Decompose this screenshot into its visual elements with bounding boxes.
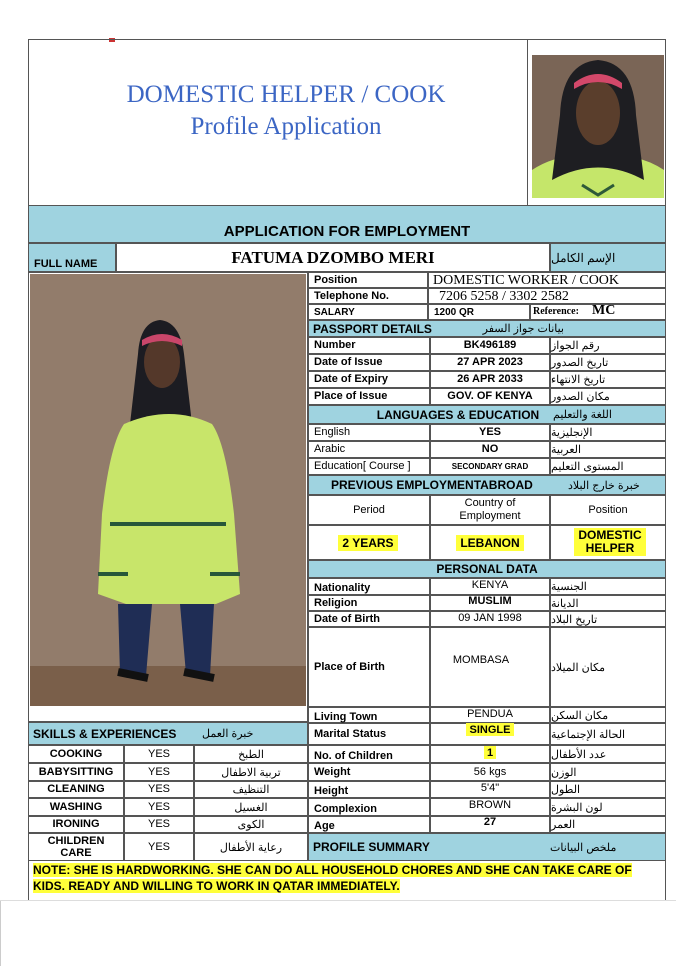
children-label: No. of Children — [308, 745, 430, 763]
skill-babysitting-label: BABYSITTING — [28, 763, 124, 781]
expiry-date-label: Date of Expiry — [308, 371, 430, 388]
salary-label: SALARY — [308, 304, 428, 320]
col-period: Period — [308, 495, 430, 525]
skill-childcare-value: YES — [124, 833, 194, 861]
skill-childcare-label-ar: رعاية الأطفال — [194, 833, 308, 861]
prev-employment-heading-ar: خبرة خارج البلاد — [568, 479, 640, 492]
height-label-ar: الطول — [550, 781, 666, 798]
english-label-ar: الإنجليزية — [550, 424, 666, 441]
full-name-label: FULL NAME — [28, 243, 116, 272]
age-value: 27 — [430, 816, 550, 833]
complexion-label-ar: لون البشرة — [550, 798, 666, 816]
complexion-value: BROWN — [430, 798, 550, 816]
skills-heading-ar: خبرة العمل — [202, 728, 254, 740]
education-label: Education[ Course ] — [308, 458, 430, 475]
nationality-label-ar: الجنسية — [550, 578, 666, 595]
age-label: Age — [308, 816, 430, 833]
header-subtitle: Profile Application — [190, 113, 382, 140]
issue-date-label-ar: تاريخ الصدور — [550, 354, 666, 371]
left-edge-line — [0, 900, 1, 966]
arabic-label-ar: العربية — [550, 441, 666, 458]
note-text — [33, 862, 667, 896]
marital-label-ar: الحالة الإجتماعية — [550, 723, 666, 745]
skills-heading: SKILLS & EXPERIENCES — [33, 726, 177, 741]
position-label: Position — [308, 272, 428, 288]
place-of-issue-label-ar: مكان الصدور — [550, 388, 666, 405]
issue-date-value: 27 APR 2023 — [430, 354, 550, 371]
complexion-label: Complexion — [308, 798, 430, 816]
expiry-date-label-ar: تاريخ الانتهاء — [550, 371, 666, 388]
place-of-issue-label: Place of Issue — [308, 388, 430, 405]
living-town-value: PENDUA — [430, 707, 550, 723]
religion-label: Religion — [308, 595, 430, 611]
arabic-value: NO — [430, 441, 550, 458]
skill-cooking-value: YES — [124, 745, 194, 763]
skill-ironing-label-ar: الكوى — [194, 816, 308, 833]
skill-cleaning-label: CLEANING — [28, 781, 124, 798]
passport-heading-ar: بيانات جواز السفر — [482, 323, 564, 335]
skill-washing-label: WASHING — [28, 798, 124, 816]
prev-employment-heading: PREVIOUS EMPLOYMENTABROAD — [331, 478, 533, 492]
skill-cooking-label-ar: الطبخ — [194, 745, 308, 763]
nationality-label: Nationality — [308, 578, 430, 595]
arabic-label: Arabic — [308, 441, 430, 458]
weight-value: 56 kgs — [430, 763, 550, 781]
reference-value: MC — [592, 303, 616, 318]
religion-label-ar: الديانة — [550, 595, 666, 611]
education-value: SECONDARY GRAD — [430, 458, 550, 475]
dob-label-ar: تاريخ البلاد — [550, 611, 666, 627]
height-label: Height — [308, 781, 430, 798]
full-name-label-ar: الإسم الكامل — [550, 243, 666, 272]
profile-summary-heading-ar: ملخص البيانات — [550, 841, 617, 854]
living-town-label-ar: مكان السكن — [550, 707, 666, 723]
education-label-ar: المستوى التعليم — [550, 458, 666, 475]
col-country: Country of Employment — [430, 495, 550, 525]
marital-label: Marital Status — [308, 723, 430, 745]
passport-number-label-ar: رقم الجواز — [550, 337, 666, 354]
weight-label-ar: الوزن — [550, 763, 666, 781]
living-town-label: Living Town — [308, 707, 430, 723]
age-label-ar: العمر — [550, 816, 666, 833]
pob-label-ar: مكان الميلاد — [550, 627, 666, 707]
expiry-date-value: 26 APR 2033 — [430, 371, 550, 388]
place-of-issue-value: GOV. OF KENYA — [430, 388, 550, 405]
col-position: Position — [550, 495, 666, 525]
dob-value: 09 JAN 1998 — [430, 611, 550, 627]
skill-babysitting-label-ar: تربية الاطفال — [194, 763, 308, 781]
period-value: 2 YEARS — [338, 535, 398, 551]
dob-label: Date of Birth — [308, 611, 430, 627]
height-value: 5'4" — [430, 781, 550, 798]
skill-washing-label-ar: الغسيل — [194, 798, 308, 816]
english-value: YES — [430, 424, 550, 441]
children-value: 1 — [484, 746, 496, 759]
issue-date-label: Date of Issue — [308, 354, 430, 371]
application-title: APPLICATION FOR EMPLOYMENT — [223, 222, 471, 240]
headshot-photo — [532, 55, 664, 198]
passport-heading: PASSPORT DETAILS — [313, 321, 432, 336]
children-label-ar: عدد الأطفال — [550, 745, 666, 763]
skill-cooking-label: COOKING — [28, 745, 124, 763]
passport-number-value: BK496189 — [430, 337, 550, 354]
passport-number-label: Number — [308, 337, 430, 354]
telephone-value: 7206 5258 / 3302 2582 — [428, 288, 666, 304]
skill-childcare-label: CHILDREN CARE — [28, 833, 124, 861]
skill-cleaning-label-ar: التنظيف — [194, 781, 308, 798]
languages-heading-ar: اللغة والتعليم — [553, 409, 612, 421]
pob-value: MOMBASA — [430, 627, 550, 707]
header-title: DOMESTIC HELPER / COOK — [126, 81, 446, 108]
skill-washing-value: YES — [124, 798, 194, 816]
country-value: LEBANON — [456, 535, 524, 551]
skill-cleaning-value: YES — [124, 781, 194, 798]
telephone-label: Telephone No. — [308, 288, 428, 304]
salary-value: 1200 QR — [428, 304, 530, 320]
full-body-photo — [30, 274, 306, 706]
pob-label: Place of Birth — [308, 627, 430, 707]
profile-summary-heading: PROFILE SUMMARY — [313, 840, 430, 854]
marital-value: SINGLE — [466, 723, 514, 736]
nationality-value: KENYA — [430, 578, 550, 595]
prev-position-value: DOMESTIC HELPER — [574, 528, 646, 556]
reference-label: Reference: — [533, 306, 579, 317]
weight-label: Weight — [308, 763, 430, 781]
religion-value: MUSLIM — [430, 595, 550, 611]
skill-babysitting-value: YES — [124, 763, 194, 781]
languages-heading: LANGUAGES & EDUCATION — [376, 407, 540, 422]
skill-ironing-value: YES — [124, 816, 194, 833]
personal-heading: PERSONAL DATA — [308, 560, 666, 578]
english-label: English — [308, 424, 430, 441]
position-value: DOMESTIC WORKER / COOK — [428, 272, 666, 288]
bottom-line — [0, 900, 676, 901]
full-name-value: FATUMA DZOMBO MERI — [116, 243, 550, 272]
skill-ironing-label: IRONING — [28, 816, 124, 833]
note-highlight: NOTE: SHE IS HARDWORKING. SHE CAN DO ALL HOUSEHOLD CHORES AND SHE CAN TAKE CARE OF KIDS. READY AND WILLING TO WORK IN QATAR IMMEDIATELY. — [33, 863, 632, 893]
